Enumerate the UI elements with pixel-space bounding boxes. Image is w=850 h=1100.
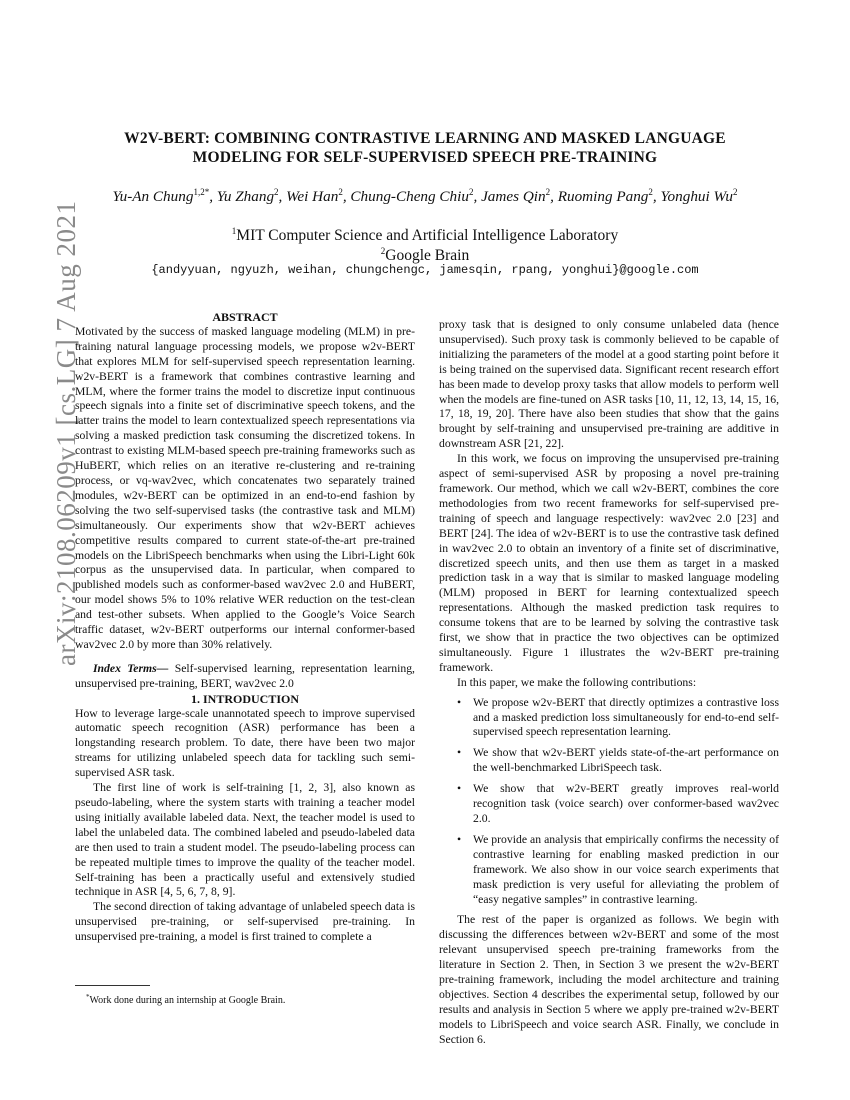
- footnote: [75, 985, 415, 1007]
- author: Yu-An Chung$^{1,2*}$,: [112, 187, 217, 205]
- index-terms-text: Self-supervised learning, representation learning, unsupervised pre-training, BERT, wav2vec 2.0: [75, 661, 415, 690]
- contributions-list: [439, 696, 779, 908]
- bullet-icon: •: [457, 832, 462, 846]
- author: Yonghui Wu$^2$: [660, 187, 738, 205]
- author: James Qin$^2$,: [481, 187, 558, 205]
- footnote-text: *Work done during an internship at Google Brain.: [86, 993, 286, 1006]
- bullet-icon: •: [457, 782, 462, 796]
- abstract-heading: ABSTRACT: [212, 310, 278, 324]
- right-column: [439, 318, 779, 1048]
- bullet-icon: •: [457, 746, 462, 760]
- author: Yu Zhang$^2$,: [216, 187, 287, 205]
- intro-heading: 1. INTRODUCTION: [190, 691, 299, 706]
- list-item: • We show that w2v-BERT yields state-of-the-art performance on the well-benchmarked LibriSpeech task.: [457, 746, 779, 775]
- right-paragraph-4: The rest of the paper is organized as follows. We begin with discussing the differences between w2v-BERT and some of the most relevant unsupervised speech pre-training frameworks from the literature in Section 2. Then, in Section 3 we present the w2v-BERT pre-training framework, including the model architecture and training objectives. Section 4 describes the experimental setup, followed by our results and analysis in Section 5 where we apply pre-trained w2v-BERT models to LibriSpeech and voice search ASR. Finally, we conclude in Section 6.: [439, 913, 779, 1046]
- index-terms: [75, 662, 415, 692]
- author: Chung-Cheng Chiu$^2$,: [350, 187, 482, 205]
- arxiv-identifier[interactable]: arXiv:2108.06209v1 [cs.LG] 7 Aug 2021: [51, 200, 81, 666]
- title-line-1: W2V-BERT: COMBINING CONTRASTIVE LEARNING AND MASKED LANGUAGE: [124, 130, 726, 147]
- right-paragraph-1: proxy task that is designed to only consume unlabeled data (hence unsupervised). Such proxy task is commonly believed to be capable of initializing the parameters of the model at a good starting point before it is being trained on the supervised data. Significant recent research effort has been made to develop proxy tasks that allow models to perform well when the models are fine-tuned on ASR tasks [10, 11, 12, 13, 14, 15, 16, 17, 18, 19, 20]. There have also been studies that show that the gains brought by self-training and unsupervised pre-training are additive in downstream ASR [21, 22].: [439, 318, 779, 451]
- right-paragraph-3: In this paper, we make the following contributions:: [457, 675, 697, 689]
- affiliation-google: $^2$Google Brain: [380, 246, 470, 264]
- list-item: • We propose w2v-BERT that directly optimizes a contrastive loss and a masked prediction loss simultaneously for end-to-end self-supervised speech representation learning.: [457, 695, 779, 739]
- left-column: [75, 310, 415, 945]
- list-item: • We provide an analysis that empirically confirms the necessity of contrastive learning for enabling masked prediction in our framework. We also show in our voice search experiments that mask prediction is very useful for alleviating the problem of “easy negative samples” in contrastive learning.: [457, 832, 779, 906]
- intro-paragraph-3: The second direction of taking advantage of unlabeled speech data is unsupervised pre-training, or self-supervised pre-training. In unsupervised pre-training, a model is first trained to complete a: [75, 900, 415, 944]
- bullet-icon: •: [457, 695, 462, 709]
- list-item: • We show that w2v-BERT greatly improves real-world recognition task (voice search) over conformer-based wav2vec 2.0.: [457, 782, 779, 825]
- author-list: [40, 182, 810, 207]
- intro-paragraph-2: The first line of work is self-training [1, 2, 3], also known as pseudo-labeling, where the system starts with training a teacher model using initially available labeled data. Next, the teacher model is used to label the unlabeled data. The combined labeled and pseudo-labeled data are then used to train a student model. The pseudo-labeling process can be repeated multiple times to improve the quality of the teacher model. Self-training has been a practically useful and extensively studied technique in ASR [4, 5, 6, 7, 8, 9].: [75, 781, 415, 899]
- right-paragraph-2: In this work, we focus on improving the unsupervised pre-training aspect of semi-supervised ASR by proposing a novel pre-training framework. Our method, which we call w2v-BERT, combines the core methodologies from two recent frameworks for self-supervised pre-training of speech and language respectively: wav2vec 2.0 [23] and BERT [24]. The idea of w2v-BERT is to use the contrastive task defined in wav2vec 2.0 to obtain an inventory of a finite set of discriminative, discretized speech units, and then use them as target in a masked prediction task in a way that is similar to masked language modeling (MLM) proposed in BERT for learning contextualized speech representations. Although the masked prediction task requires to consume tokens that are to be learned by solving the contrastive task first, we show that in practice the two objectives can be optimized simultaneously. Figure 1 illustrates the w2v-BERT pre-training framework.: [439, 452, 779, 674]
- author: Ruoming Pang$^2$,: [557, 187, 661, 205]
- arxiv-watermark: [22, 200, 81, 666]
- title-line-2: MODELING FOR SELF-SUPERVISED SPEECH PRE-TRAINING: [192, 149, 658, 166]
- index-terms-label: Index Terms—: [93, 661, 169, 675]
- affiliation-mit: $^1$MIT Computer Science and Artificial Intelligence Laboratory: [231, 226, 619, 244]
- abstract-text: Motivated by the success of masked language modeling (MLM) in pre-training natural language processing models, we propose w2v-BERT that explores MLM for self-supervised speech representation learning. w2v-BERT is a framework that combines contrastive learning and MLM, where the former trains the model to discretize input continuous speech signals into a finite set of discriminative speech tokens, and the latter trains the model to learn contextualized speech representations via solving a masked prediction task consuming the discretized tokens. In contrast to existing MLM-based speech pre-training frameworks such as HuBERT, which relies on an iterative re-clustering and re-training process, or vq-wav2vec, which concatenates two separately trained modules, w2v-BERT can be optimized in an end-to-end fashion by solving the two self-supervised tasks (the contrastive task and MLM) simultaneously. Our experiments show that w2v-BERT achieves competitive results compared to current state-of-the-art pre-trained models on the LibriSpeech benchmarks when using the Libri-Light 60k corpus as the unsupervised data. In particular, when compared to published models such as conformer-based wav2vec 2.0 and HuBERT, our model shows 5% to 10% relative WER reduction on the test-clean and test-other subsets. When applied to the Google’s Voice Search traffic dataset, w2v-BERT outperforms our internal conformer-based wav2vec 2.0 by more than 30% relatively.: [75, 324, 415, 651]
- author: Wei Han$^2$,: [286, 187, 351, 205]
- intro-paragraph-1: How to leverage large-scale unannotated speech to improve supervised automatic speech recognition (ASR) performance has been a longstanding research problem. To date, there have been two major streams for utilizing unlabeled speech data for tackling such semi-supervised ASR task.: [75, 706, 415, 780]
- author-emails: {andyyuan, ngyuzh, weihan, chungchengc, jamesqin, rpang, yonghui}@google.com: [151, 263, 699, 277]
- paper-title: [70, 129, 780, 167]
- footnote-rule: [75, 985, 150, 986]
